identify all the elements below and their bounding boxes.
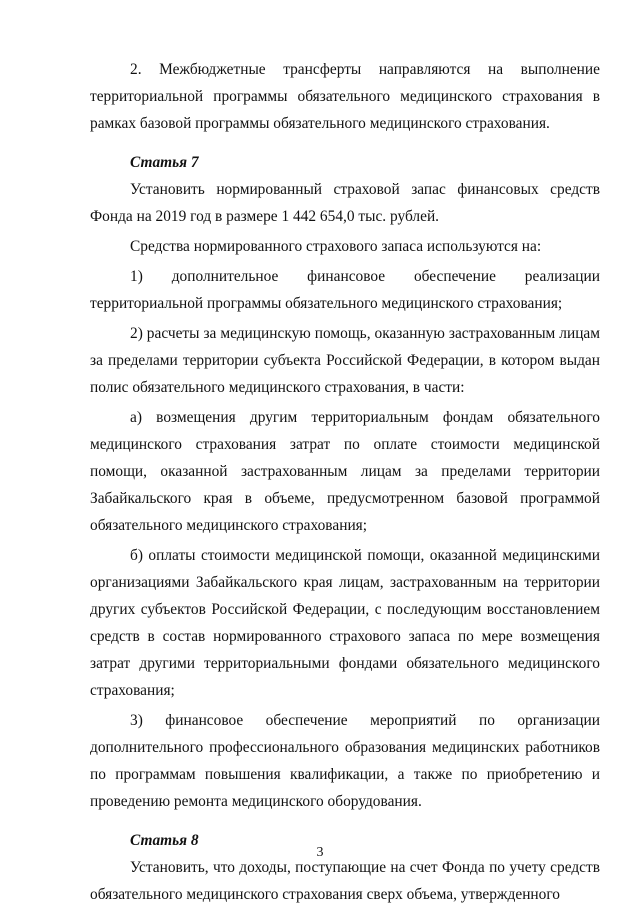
article-8-heading: Статья 8: [130, 832, 199, 849]
paragraph-reserve-amount: Установить нормированный страховой запас финансовых средств Фонда на 2019 год в размере 1 442 654,0 тыс. рублей.: [90, 181, 600, 225]
paragraph-item-2b: б) оплаты стоимости медицинской помощи, оказанной медицинскими организациями Забайкальского края лицам, застрахованным на территории других субъектов Российской Федерации, с последующим восстановлением средств в состав нормированного страхового запаса по мере возмещения затрат другими территориальными фондами обязательного медицинского страхования;: [90, 547, 600, 699]
article-7-heading: Статья 7: [130, 154, 199, 171]
paragraph-item-2: 2) расчеты за медицинскую помощь, оказанную застрахованным лицам за пределами территории субъекта Российской Федерации, в котором выдан полис обязательного медицинского страхования, в части:: [90, 325, 600, 396]
document-body: [90, 56, 600, 908]
paragraph-reserve-usage: Средства нормированного страхового запаса используются на:: [130, 238, 542, 255]
paragraph-transfers: 2. Межбюджетные трансферты направляются на выполнение территориальной программы обязательного медицинского страхования в рамках базовой программы обязательного медицинского страхования.: [90, 61, 600, 132]
paragraph-item-1: 1) дополнительное финансовое обеспечение реализации территориальной программы обязательного медицинского страхования;: [90, 268, 600, 312]
paragraph-item-2a: а) возмещения другим территориальным фондам обязательного медицинского страхования затрат по оплате стоимости медицинской помощи, оказанной застрахованным лицам за пределами территории Забайкальского края в объеме, предусмотренном базовой программой обязательного медицинского страхования;: [90, 409, 600, 534]
paragraph-item-3: 3) финансовое обеспечение мероприятий по организации дополнительного профессионального образования медицинских работников по программам повышения квалификации, а также по приобретению и проведению ремонта медицинского оборудования.: [90, 712, 600, 810]
page-number: 3: [316, 845, 324, 860]
paragraph-income: Установить, что доходы, поступающие на счет Фонда по учету средств обязательного медицинского страхования сверх объема, утвержденного: [90, 859, 600, 903]
